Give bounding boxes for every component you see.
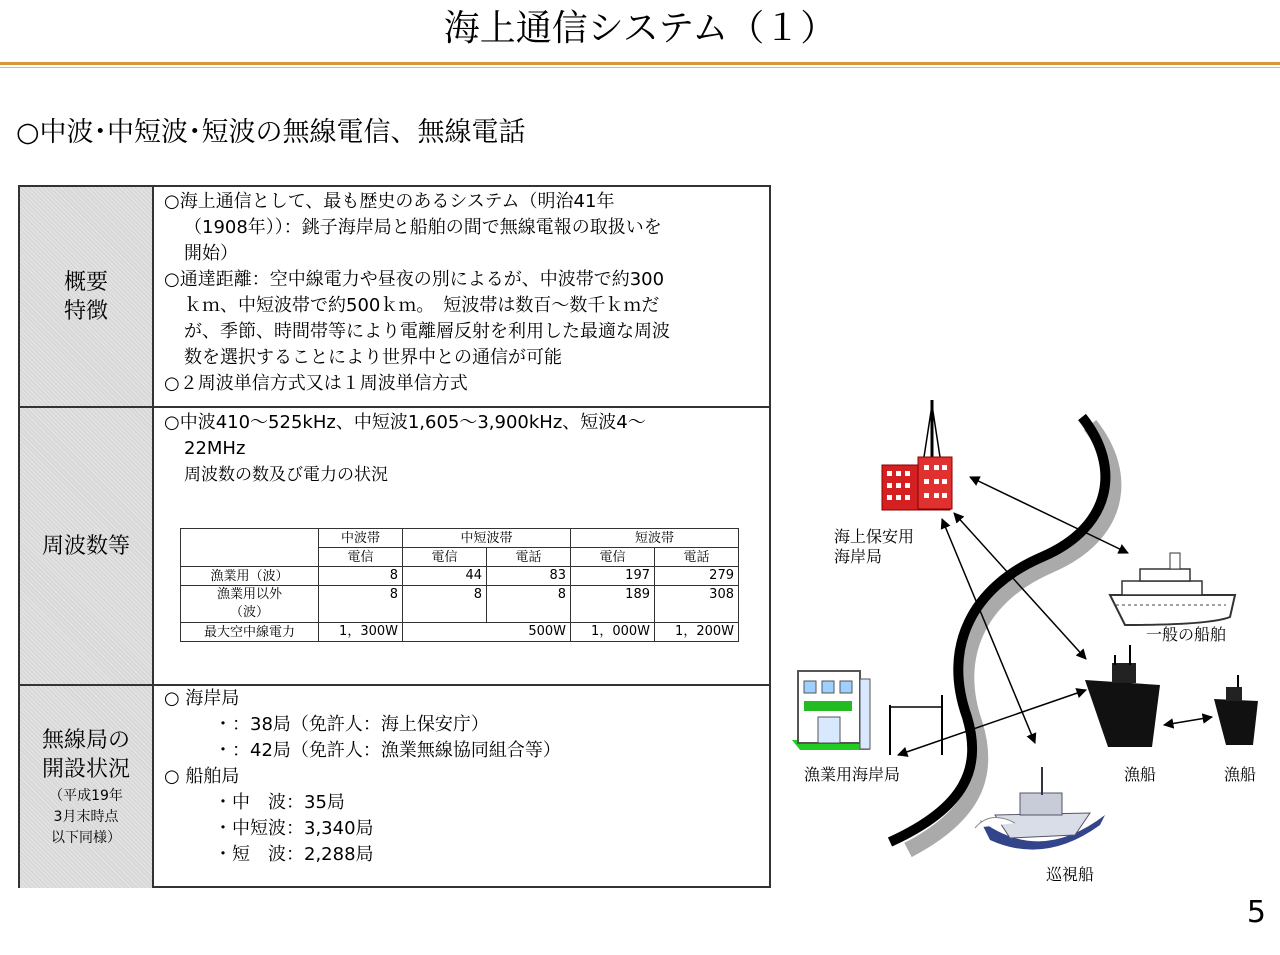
overview-header	[20, 187, 154, 406]
overview-line: 開始）	[184, 243, 238, 264]
ship-station-title: ○ 船舶局	[164, 766, 240, 787]
table-cell: 1，200W	[655, 623, 739, 642]
frequency-table-caption: 周波数の数及び電力の状況	[184, 465, 388, 485]
table-cell: 1，000W	[571, 623, 655, 642]
stations-header	[20, 686, 154, 888]
patrol-ship-icon	[975, 767, 1105, 850]
overview-row	[20, 187, 769, 408]
table-cell: 197	[571, 567, 655, 586]
coast-station-item: ・：38局（免許人：海上保安庁）	[214, 714, 489, 735]
title-rule-thin	[0, 67, 1280, 68]
patrol-ship-label: 巡視船	[1046, 865, 1095, 884]
overview-line: ○２周波単信方式又は１周波単信方式	[164, 373, 468, 394]
fishing-ship-label: 漁船	[1124, 765, 1157, 784]
table-header-row	[181, 529, 739, 548]
fishery-coast-station-icon	[792, 671, 942, 755]
table-cell: 500W	[403, 623, 571, 642]
overview-line: ○通達距離：空中線電力や昼夜の別によるが、中波帯で約300	[164, 269, 665, 290]
row-label-line: 漁業用以外	[216, 587, 282, 602]
table-row	[181, 567, 739, 586]
mode-header: 電信	[319, 548, 403, 567]
overview-line: （1908年））：銚子海岸局と船舶の間で無線電報の取扱いを	[184, 217, 662, 238]
stations-header-line1: 無線局の	[41, 727, 130, 753]
stations-note	[49, 786, 123, 849]
page-title: 海上通信システム（１）	[443, 8, 837, 49]
band-header-mf: 中短波帯	[403, 529, 571, 548]
stations-body	[154, 686, 769, 888]
coast-guard-station-icon	[882, 400, 952, 510]
ship-station-item: ・中短波：3,340局	[214, 818, 374, 839]
stations-note-line: 3月末時点	[53, 808, 119, 825]
overview-header-line2: 特徴	[63, 298, 108, 324]
table-cell: 189	[571, 586, 655, 623]
coast-station-item: ・：42局（免許人：漁業無線協同組合等）	[214, 740, 561, 761]
ship-station-item: ・短 波：2,288局	[214, 844, 374, 865]
table-cell: 8	[403, 586, 487, 623]
overview-line: ○海上通信として、最も歴史のあるシステム（明治41年	[164, 191, 615, 212]
table-corner-cell	[181, 529, 319, 567]
frequency-line: ○中波410～525kHz、中短波1,605～3,900kHz、短波4～	[164, 412, 646, 433]
frequency-header-text: 周波数等	[41, 533, 130, 559]
mode-header: 電話	[487, 548, 571, 567]
overview-line: 数を選択することにより世界中との通信が可能	[184, 347, 562, 368]
overview-body	[154, 187, 769, 406]
overview-line: が、季節、時間帯等により電離層反射を利用した最適な周波	[184, 321, 670, 342]
ship-station-item: ・中 波：35局	[214, 792, 345, 813]
table-cell: 1，300W	[319, 623, 403, 642]
section-heading: ○中波･中短波･短波の無線電信、無線電話	[16, 117, 526, 148]
row-label: 漁業用（波）	[181, 567, 319, 586]
diagram-drawing	[790, 395, 1270, 895]
coast-guard-label-2: 海岸局	[834, 547, 883, 566]
frequency-header	[20, 408, 154, 684]
overview-header-line1: 概要	[63, 269, 108, 295]
general-ship-icon	[1110, 553, 1235, 625]
table-cell: 44	[403, 567, 487, 586]
stations-note-line: 以下同様）	[50, 829, 121, 846]
fishery-coast-label: 漁業用海岸局	[804, 765, 901, 784]
stations-row	[20, 686, 769, 888]
fishing-ship-icon	[1214, 675, 1258, 745]
band-header-mw: 中波帯	[319, 529, 403, 548]
table-cell: 8	[319, 586, 403, 623]
stations-note-line: （平成19年	[49, 787, 123, 804]
title-rule	[0, 62, 1280, 65]
coast-station-title: ○ 海岸局	[164, 688, 240, 709]
table-row	[181, 623, 739, 642]
table-cell: 8	[319, 567, 403, 586]
table-cell: 83	[487, 567, 571, 586]
row-label	[181, 586, 319, 623]
mode-header: 電信	[403, 548, 487, 567]
fishing-ship-label: 漁船	[1224, 765, 1257, 784]
overview-line: ｋｍ、中短波帯で約500ｋｍ。 短波帯は数百～数千ｋｍだ	[184, 295, 660, 316]
info-table	[18, 185, 771, 888]
page-number: 5	[1246, 895, 1266, 930]
stations-header-line2: 開設状況	[41, 756, 130, 782]
fishing-ship-icon	[1085, 645, 1160, 747]
mode-header: 電話	[655, 548, 739, 567]
frequency-line: 22MHz	[184, 438, 246, 459]
row-label: 最大空中線電力	[181, 623, 319, 642]
mode-header: 電信	[571, 548, 655, 567]
maritime-diagram	[790, 395, 1270, 895]
band-header-hf: 短波帯	[571, 529, 739, 548]
table-cell: 279	[655, 567, 739, 586]
frequency-table	[180, 528, 739, 642]
general-ship-label: 一般の船舶	[1146, 625, 1227, 644]
coast-guard-label-1: 海上保安用	[834, 527, 915, 546]
table-cell: 8	[487, 586, 571, 623]
table-row	[181, 586, 739, 623]
table-cell: 308	[655, 586, 739, 623]
row-label-line: （波）	[229, 605, 269, 620]
